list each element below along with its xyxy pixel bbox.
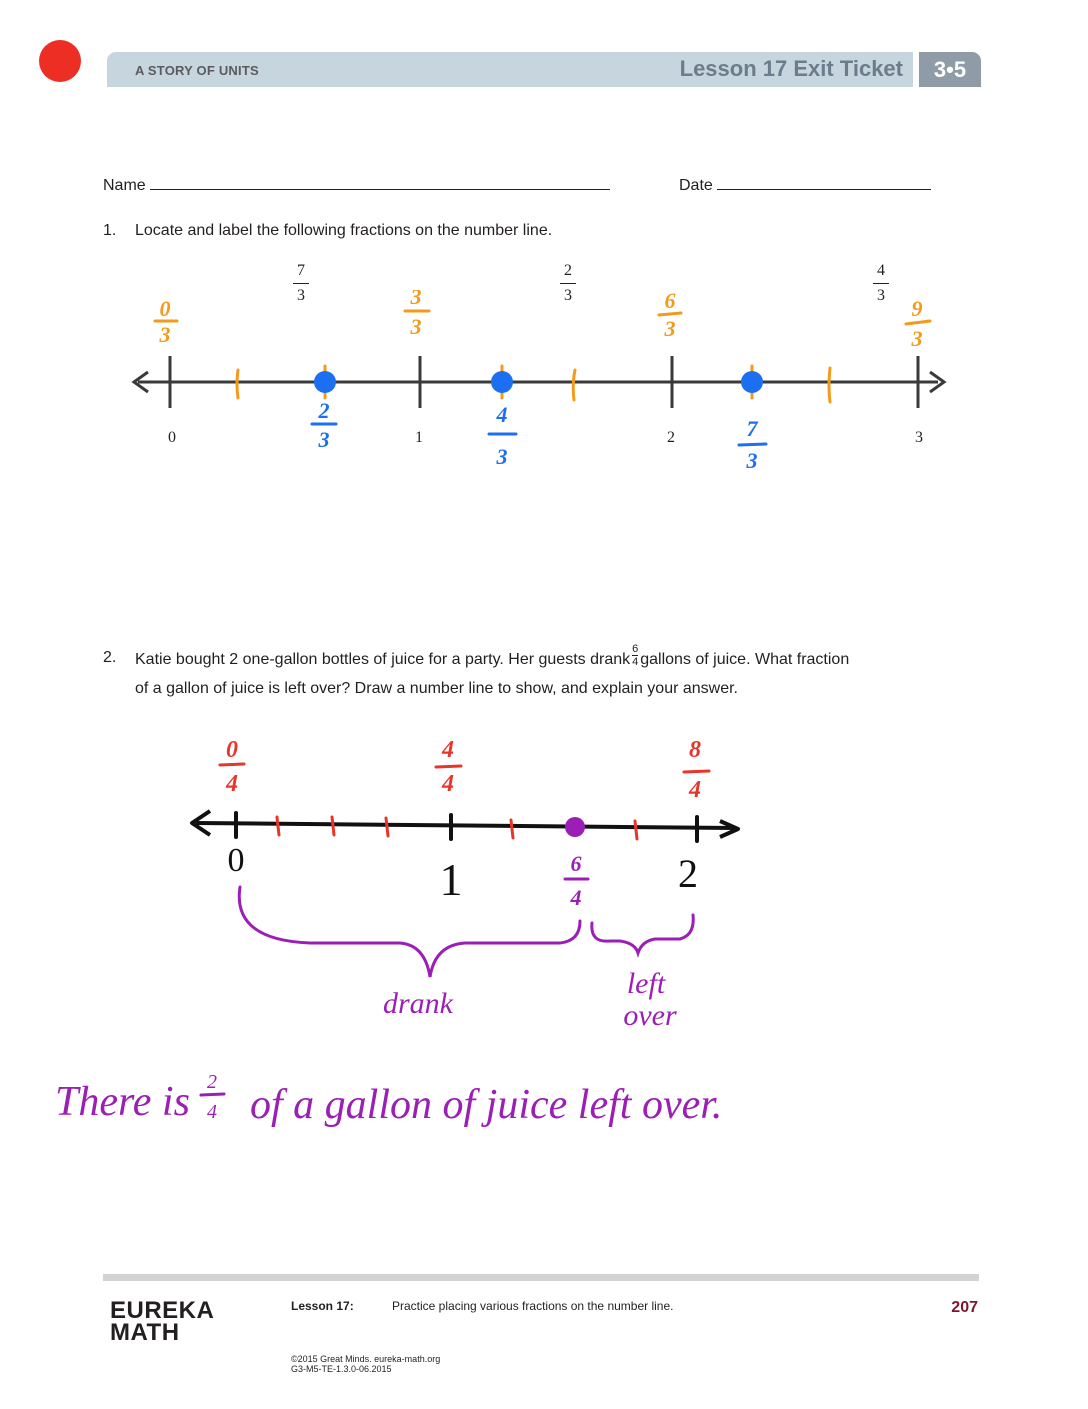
problem2-prompt <box>135 645 975 703</box>
hw-blue-4-3-den: 3 <box>496 444 508 469</box>
point-4-3 <box>491 371 513 393</box>
hw-purple-6-4-den: 4 <box>570 885 582 910</box>
date-field[interactable] <box>679 175 931 195</box>
footer-lesson-desc: Practice placing various fractions on the number line. <box>392 1299 674 1313</box>
given-fraction-2-3: 2 3 <box>556 262 580 305</box>
copyright-line1: ©2015 Great Minds. eureka-math.org <box>291 1354 441 1364</box>
logo-line2: MATH <box>110 1319 180 1346</box>
answer-frac-den: 4 <box>207 1101 217 1123</box>
number-line-2 <box>180 735 820 1035</box>
name-label: Name <box>103 177 146 194</box>
orange-tick-1-3 <box>237 370 238 398</box>
copyright <box>291 1354 440 1374</box>
lesson-title: Lesson 17 Exit Ticket <box>679 56 903 81</box>
over-label: over <box>623 999 677 1032</box>
hw-blue-2-3-num: 2 <box>318 398 330 423</box>
red-tick-7-4 <box>635 821 637 839</box>
problem2-prompt-line2: of a gallon of juice is left over? Draw a number line to show, and explain your answer. <box>135 680 738 697</box>
footer-rule <box>103 1274 979 1281</box>
answer-frac-num: 2 <box>207 1071 217 1093</box>
hw-purple-6-4-num: 6 <box>570 851 582 876</box>
red-tick-2-4 <box>332 817 334 835</box>
problem2-prompt-part2: gallons of juice. What fraction <box>640 651 850 668</box>
left-over-brace <box>592 915 693 953</box>
grade-module-badge: 3•5 <box>919 52 981 87</box>
label-2: 2 <box>667 429 675 446</box>
point-2-3 <box>314 371 336 393</box>
hw-red-4-4-den: 4 <box>442 771 454 797</box>
hw-orange-0-3-den: 3 <box>159 322 171 347</box>
red-tick-1-4 <box>277 817 279 835</box>
name-field[interactable] <box>103 175 610 195</box>
hw-orange-9-3-den: 3 <box>911 326 923 351</box>
name-blank[interactable] <box>150 175 610 190</box>
answer-statement <box>50 1060 830 1150</box>
given-fraction-4-3: 4 3 <box>869 262 893 305</box>
hw-orange-6-3-num: 6 <box>664 290 676 313</box>
orange-tick-8-3 <box>829 368 830 402</box>
page-number: 207 <box>951 1299 978 1316</box>
hw-orange-3-3-den: 3 <box>410 314 422 339</box>
series-title: A STORY OF UNITS <box>135 63 259 78</box>
hw-red-8-4-num: 8 <box>689 737 701 763</box>
red-tick-3-4 <box>386 818 388 836</box>
date-label: Date <box>679 177 713 194</box>
hw-red-8-4-den: 4 <box>689 777 701 803</box>
hw-orange-3-3-num: 3 <box>410 290 422 309</box>
hw-blue-2-3-den: 3 <box>318 427 330 452</box>
copyright-line2: G3-M5-TE-1.3.0-06.2015 <box>291 1364 392 1374</box>
given-fraction-7-3: 7 3 <box>289 262 313 305</box>
hw-blue-7-3-den: 3 <box>746 448 758 473</box>
hw-orange-0-3-num: 0 <box>159 296 171 321</box>
footer-lesson-label: Lesson 17: <box>291 1299 354 1313</box>
date-blank[interactable] <box>717 175 931 190</box>
answer-after: of a gallon of juice left over. <box>250 1082 723 1128</box>
label-2-2: 2 <box>678 851 698 896</box>
logo-line1: EUREKA <box>110 1297 215 1324</box>
point-7-3 <box>741 371 763 393</box>
hw-blue-4-3-num: 4 <box>496 402 508 427</box>
point-6-4 <box>565 817 585 837</box>
number-line-1 <box>120 290 960 480</box>
problem1-prompt: Locate and label the following fractions on the number line. <box>135 222 553 239</box>
label-1: 1 <box>415 429 423 446</box>
orange-tick-5-3 <box>573 370 575 400</box>
label-0-2: 0 <box>227 842 245 879</box>
brand-dot <box>39 40 81 82</box>
hw-red-4-4-num: 4 <box>442 737 454 763</box>
hw-red-0-4-den: 4 <box>226 771 238 797</box>
problem1-number: 1. <box>103 222 117 239</box>
problem2-number: 2. <box>103 649 117 666</box>
hw-red-0-4-num: 0 <box>226 737 238 763</box>
answer-before: There is <box>55 1079 190 1125</box>
label-0: 0 <box>168 429 176 446</box>
drank-brace <box>239 887 580 977</box>
left-label: left <box>626 967 666 1000</box>
red-tick-5-4 <box>511 820 513 838</box>
drank-fraction: $\frac{6}{4}$ <box>632 643 639 669</box>
eureka-math-logo <box>110 1297 228 1346</box>
problem2-prompt-part1: Katie bought 2 one-gallon bottles of juice for a party. Her guests drank <box>135 651 631 668</box>
hw-orange-6-3-den: 3 <box>664 316 676 341</box>
hw-orange-9-3-num: 9 <box>911 296 923 321</box>
label-3: 3 <box>915 429 923 446</box>
hw-blue-7-3-num: 7 <box>746 416 758 441</box>
drank-label: drank <box>383 987 453 1020</box>
label-1-2: 1 <box>439 854 463 905</box>
